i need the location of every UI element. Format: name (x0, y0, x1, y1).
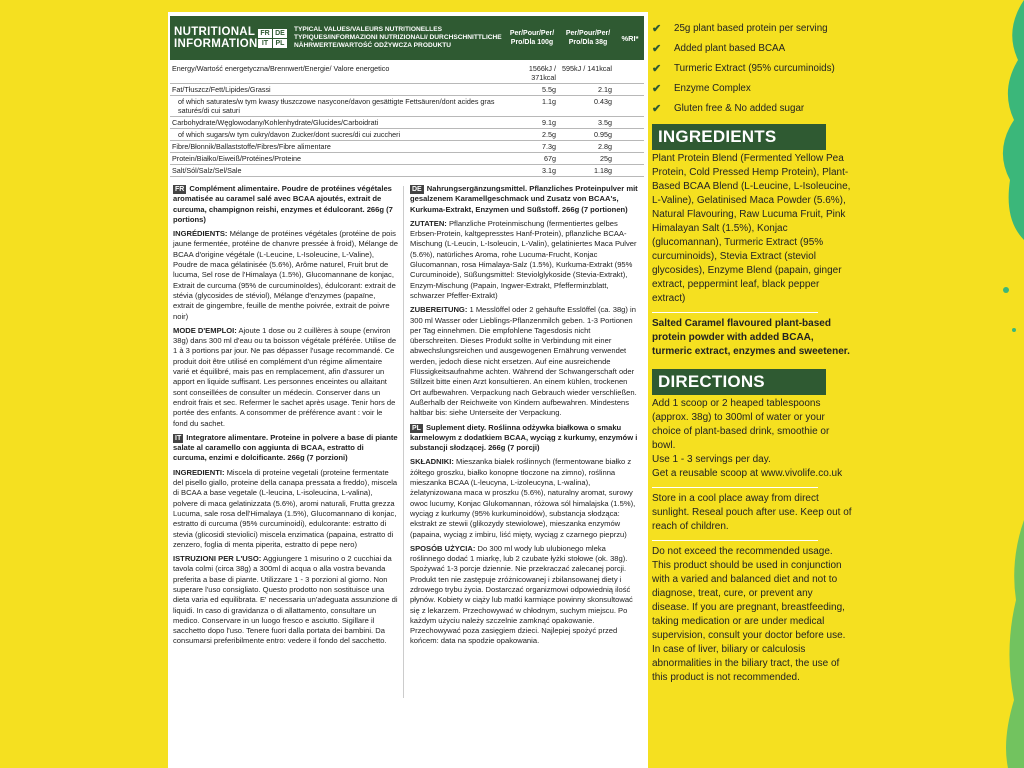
directions-heading: DIRECTIONS (652, 369, 826, 395)
table-row: Energy/Wartość energetyczna/Brennwert/Energie/ Valore energetico 1566kJ / 371kcal 595kJ / 141kcal (170, 63, 644, 84)
column-divider (403, 186, 404, 698)
col-per-100g: Per/Pour/Per/ Pro/Dla 100g (509, 30, 555, 46)
it-ingredients: INGREDIENTI: Miscela di proteine vegetali (proteine fermentate del pisello giallo, proteine della canapa pressata a freddo), miscela di BCAA a base vegetale (L-leucina, L-isoleucina, L-valina), polvere di maca gelatinizzata (5.6%), aromi naturali, Frutta grezza Lucuma, sale rosa dell'Himalaya (1.5%), Glucomannano di konjac, estratto di curcuma (95% curcuminoidi), edulcorante: estratto di stevia (glicosidi steviolici) miscela enzimatica (papaina, estratto di zenzero, foglia di menta piperita, estratto di pepe nero) (173, 467, 398, 549)
lang-pl: PL (273, 39, 287, 48)
fr-ingredients: INGRÉDIENTS: Mélange de protéines végétales (protéine de pois jaune fermentée, protéine de chanvre pressée à froid), Mélange de BCAA d'origine végétale (L-Leucine, L-Isoleucine, L-Valine), Poudre de maca gélatinisée (5.6%), Arôme naturel, Fruit brut de lucuma, Sel rose de l'Himalaya (1.5%), Glucomannane de konjac, Extrait de curcuma (95% de curcuminoïdes), édulcorant: extrait de stévia (glycosides de stéviol), Mélange d'enzymes (papaïne, extrait de gingembre, feuille de menthe poivrée, extrait de poivre noir) (173, 229, 398, 321)
table-row: Carbohydrate/Węglowodany/Kohlenhydrate/Glucides/Carboidrati 9.1g 3.5g (170, 117, 644, 129)
scoop-link: Get a reusable scoop at www.vivolife.co.uk (652, 468, 843, 479)
fr-intro: FR Complément alimentaire. Poudre de protéines végétales aromatisée au caramel salé avec BCAA ajoutés, extrait de curcuma, champignon reishi, enzymes et édulcorant. 266g (7 portions) (173, 184, 393, 224)
product-description: Salted Caramel flavoured plant-based protein powder with added BCAA, turmeric extract, enzymes and sweetener. (652, 318, 850, 357)
pl-directions: SPOSÓB UŻYCIA: Do 300 ml wody lub ulubionego mleka roślinnego dodać 1 miarkę, lub 2 czubate łyżki stołowe (ok. 38g). Spożywać 1-3 porcje dziennie. Nie przekraczać zalecanej porcji. Produkt ten nie zastępuje zróżnicowanej i zbilansowanej diety i zdrowego trybu życia. Dostarczać organizmowi odpowiednią ilość płynów. Kobiety w ciąży lub matki karmiące powinny skonsultować się z lekarzem. Przechowywać w chłodnym, suchym miejscu. Po każdym użyciu należy szczelnie zamknąć opakowanie. Przechowywać poza zasięgiem dzieci. Najlepiej spożyć przed końcem: data na spodzie opakowania. (410, 543, 633, 646)
left-text-column (173, 184, 398, 651)
storage-text: Store in a cool place away from direct sunlight. Reseal pouch after use. Keep out of reach of children. (652, 493, 852, 532)
feature-item: ✔ Enzyme Complex (652, 82, 751, 95)
ingredients-text: Plant Protein Blend (Fermented Yellow Pea Protein, Cold Pressed Hemp Protein), Plant-Based BCAA Blend (L-Leucine, L-Isoleucine, L-Valine), Gelatinised Maca Powder (5.6%), Natural Flavouring, Raw Lucuma Fruit, Pink Himalayan Salt (1.5%), Konjac (glucomannan), Turmeric Extract (95% curcuminoids), Stevia Extract (steviol glycosides), Enzyme Blend (papain, ginger extract, peppermint leaf, black pepper extract) (652, 153, 851, 304)
checkmark-icon: ✔ (652, 62, 662, 75)
right-text-column (410, 184, 638, 651)
de-intro: DE Nahrungsergänzungsmittel. Pflanzliches Proteinpulver mit gesalzenem Karamellgeschmack und Zusatz von BCAA's, Kurkuma-Extrakt, Enzymen und Süßstoff. 266g (7 portionen) (410, 184, 638, 214)
divider (652, 312, 818, 313)
col-ri: %RI* (621, 33, 639, 43)
table-row: Fat/Tłuszcz/Fett/Lipides/Grassi 5.5g 2.1g (170, 84, 644, 96)
lang-tag-de: DE (412, 186, 422, 193)
table-row: Fibre/Błonnik/Ballaststoffe/Fibres/Fibre alimentare 7.3g 2.8g (170, 141, 644, 153)
language-badges (258, 29, 290, 48)
feature-item: ✔ 25g plant based protein per serving (652, 22, 828, 35)
table-row: of which saturates/w tym kwasy tłuszczowe nasycone/davon gesättigte Fettsäuren/dont acides gras saturés/di cui saturi 1.1g 0.43g (170, 96, 644, 117)
nutrition-subheading: TYPICAL VALUES/VALEURS NUTRITIONELLES TYPIQUES/INFORMAZIONI NUTRIZIONALI/ DURCHSCHNITTLICHE NÄHRWERTE/WARTOŚĆ ODŻYWCZA PRODUKTU (294, 26, 502, 49)
warning-text: Do not exceed the recommended usage. This product should be used in conjunction with a varied and balanced diet and not to diagnose, treat, cure, or prevent any disease. If you are pregnant, breastfeeding, taking medication or are under medical supervision, consult your doctor before use. In case of liver, biliary or calculosis abnormalities in the biliary tract, the use of this product is not recommended. (652, 546, 846, 683)
checkmark-icon: ✔ (652, 42, 662, 55)
nutrition-title: NUTRITIONAL INFORMATION (174, 26, 258, 50)
nutrition-table (170, 16, 644, 177)
table-row: of which sugars/w tym cukry/davon Zucker/dont sucres/di cui zuccheri 2.5g 0.95g (170, 129, 644, 141)
lang-de: DE (273, 29, 287, 38)
pl-intro: PL Suplement diety. Roślinna odżywka białkowa o smaku karmelowym z dodatkiem BCAA, wyciąg z kurkumy, enzymów i substancji słodzącej. 266g (7 porcji) (410, 422, 638, 453)
table-row: Protein/Białko/Eiweiß/Protéines/Proteine 67g 25g (170, 153, 644, 165)
divider (652, 540, 818, 541)
ingredients-heading: INGREDIENTS (652, 124, 826, 150)
de-ingredients: ZUTATEN: Pflanzliche Proteinmischung (fermentiertes gelbes Erbsen-Protein, kaltgepresstes Hanf-Protein), pflanzliche BCAA-Mischung (L-Leucin, L-Isoleucin, L-Valin), gelatiniertes Maca Pulver (5.6%), natürliches Aroma, rohe Lucuma-Frucht, Konjac Glucomannan, rosa Himalaya-Salz (1.5%), Kurkuma-Extrakt (95% Curcuminoide), Süßungsmittel: Steviolglykoside (Stevia-Extrakt), Enzym-Mischung (Papain, Ingwer-Extrakt, Pfefferminzblatt, schwarzer Pfeffer-Extrakt) (410, 218, 637, 300)
feature-item: ✔ Added plant based BCAA (652, 42, 786, 55)
fr-directions: MODE D'EMPLOI: Ajoute 1 dose ou 2 cuillères à soupe (environ 38g) dans 300 ml d'eau ou ta boisson végétale préférée. Utilise de 1 à 3 portions par jour. Ne pas dépasser l'usage recommandé. Ce produit doit être utilisé en complément d'un régime alimentaire varié et équilibré, mais pas en remplacement, afin d'assurer un apport en liquide suffisant. Les personnes enceintes ou allaitant sont conseillées de consulter un médecin. Conserver dans un endroit frais et sec. Refermer le sachet après usage. Tenir hors de portée des enfants. A consommer de préférence avant : voir le fond du sachet. (173, 325, 397, 428)
feature-item: ✔ Gluten free & No added sugar (652, 102, 805, 115)
table-row: Salt/Sól/Salz/Sel/Sale 3.1g 1.18g (170, 165, 644, 177)
feature-item: ✔ Turmeric Extract (95% curcuminoids) (652, 62, 835, 75)
divider (652, 487, 818, 488)
lang-it: IT (258, 39, 272, 48)
checkmark-icon: ✔ (652, 22, 662, 35)
nutrition-header (170, 16, 644, 60)
it-intro: IT Integratore alimentare. Proteine in polvere a base di piante salate al caramello con aggiunta di BCAA, estratto di curcuma, enzimi e dolcificante. 266g (7 porzioni) (173, 432, 398, 463)
green-paint-splash (944, 0, 1024, 768)
lang-tag-it: IT (175, 434, 182, 442)
checkmark-icon: ✔ (652, 82, 662, 95)
directions-text: Add 1 scoop or 2 heaped tablespoons (approx. 38g) to 300ml of water or your choice of plant-based drink, smoothie or bowl. Use 1 - 3 servings per day. Get a reusable scoop at www.vivolife.co.uk (652, 397, 852, 481)
lang-fr: FR (258, 29, 272, 38)
de-directions: ZUBEREITUNG: 1 Messlöffel oder 2 gehäufte Esslöffel (ca. 38g) in 300 ml Wasser oder Lieblings-Pflanzenmilch geben. 1-3 Portionen per Tag einnehmen. Die empfohlene Tagesdosis nicht überschreiten. Dieses Produkt sollte in Verbindung mit einer abwechslungsreichen und ausgewogenen Ernährung verwendet werden, jedoch diese nicht ersetzen. Auf eine ausreichende Flüssigkeitsaufnahme achten. Während der Schwangerschaft oder Stillzeit bitte einen Arzt konsultieren. An einem kühlen, trockenen Ort aufbewahren. Verpackung nach Gebrauch wieder verschließen. Außerhalb der Reichweite von Kindern aufbewahren. Mindestens haltbar bis: siehe Unterseite der Verpackung. (410, 305, 637, 418)
lang-tag-fr: FR (175, 186, 185, 193)
lang-tag-pl: PL (412, 424, 421, 432)
it-directions: ISTRUZIONI PER L'USO: Aggiungere 1 misurino o 2 cucchiai da tavola colmi (circa 38g) a 300ml di acqua o alla vostra bevanda preferita a base di piante. Utilizzare 1 - 3 porzioni al giorno. Non superare l'uso consigliato. Questo prodotto non sostituisce una dieta varia ed equilibrata. E' necessaria un'adeguata assunzione di liquidi. In caso di gravidanza o di allattamento, consultare un medico. Conservare in un luogo fresco e asciutto. Sigillare il sacchetto dopo l'uso. Tenere fuori dalla portata dei bambini. Da consumarsi preferibilmente entro: vedere il fondo del sacchetto. (173, 554, 398, 646)
product-info-sidebar (652, 18, 852, 685)
col-per-38g: Per/Pour/Per/ Pro/Dla 38g (565, 30, 611, 46)
pl-ingredients: SKŁADNIKI: Mieszanka białek roślinnych (fermentowane białko z żółtego groszku, białko konopne tłoczone na zimno), roślinna mieszanka BCAA (L-leucyna, L-izoleucyna, L-walina), żelatynizowana maca w proszku (5.6%), naturalny aromat, surowy owoc lucumy, Konjac Glukomannan, różowa sól himalajska (1.5%), wyciąg z kurkumy (95% kurkuminoidów), substancja słodząca: ekstrakt ze stewii (glikozydy stewiolowe), mieszanka enzymów (papaina, wyciąg z imbiru, liść mięty, wyciąg z czarnego pieprzu) (410, 457, 636, 539)
checkmark-icon: ✔ (652, 102, 662, 115)
